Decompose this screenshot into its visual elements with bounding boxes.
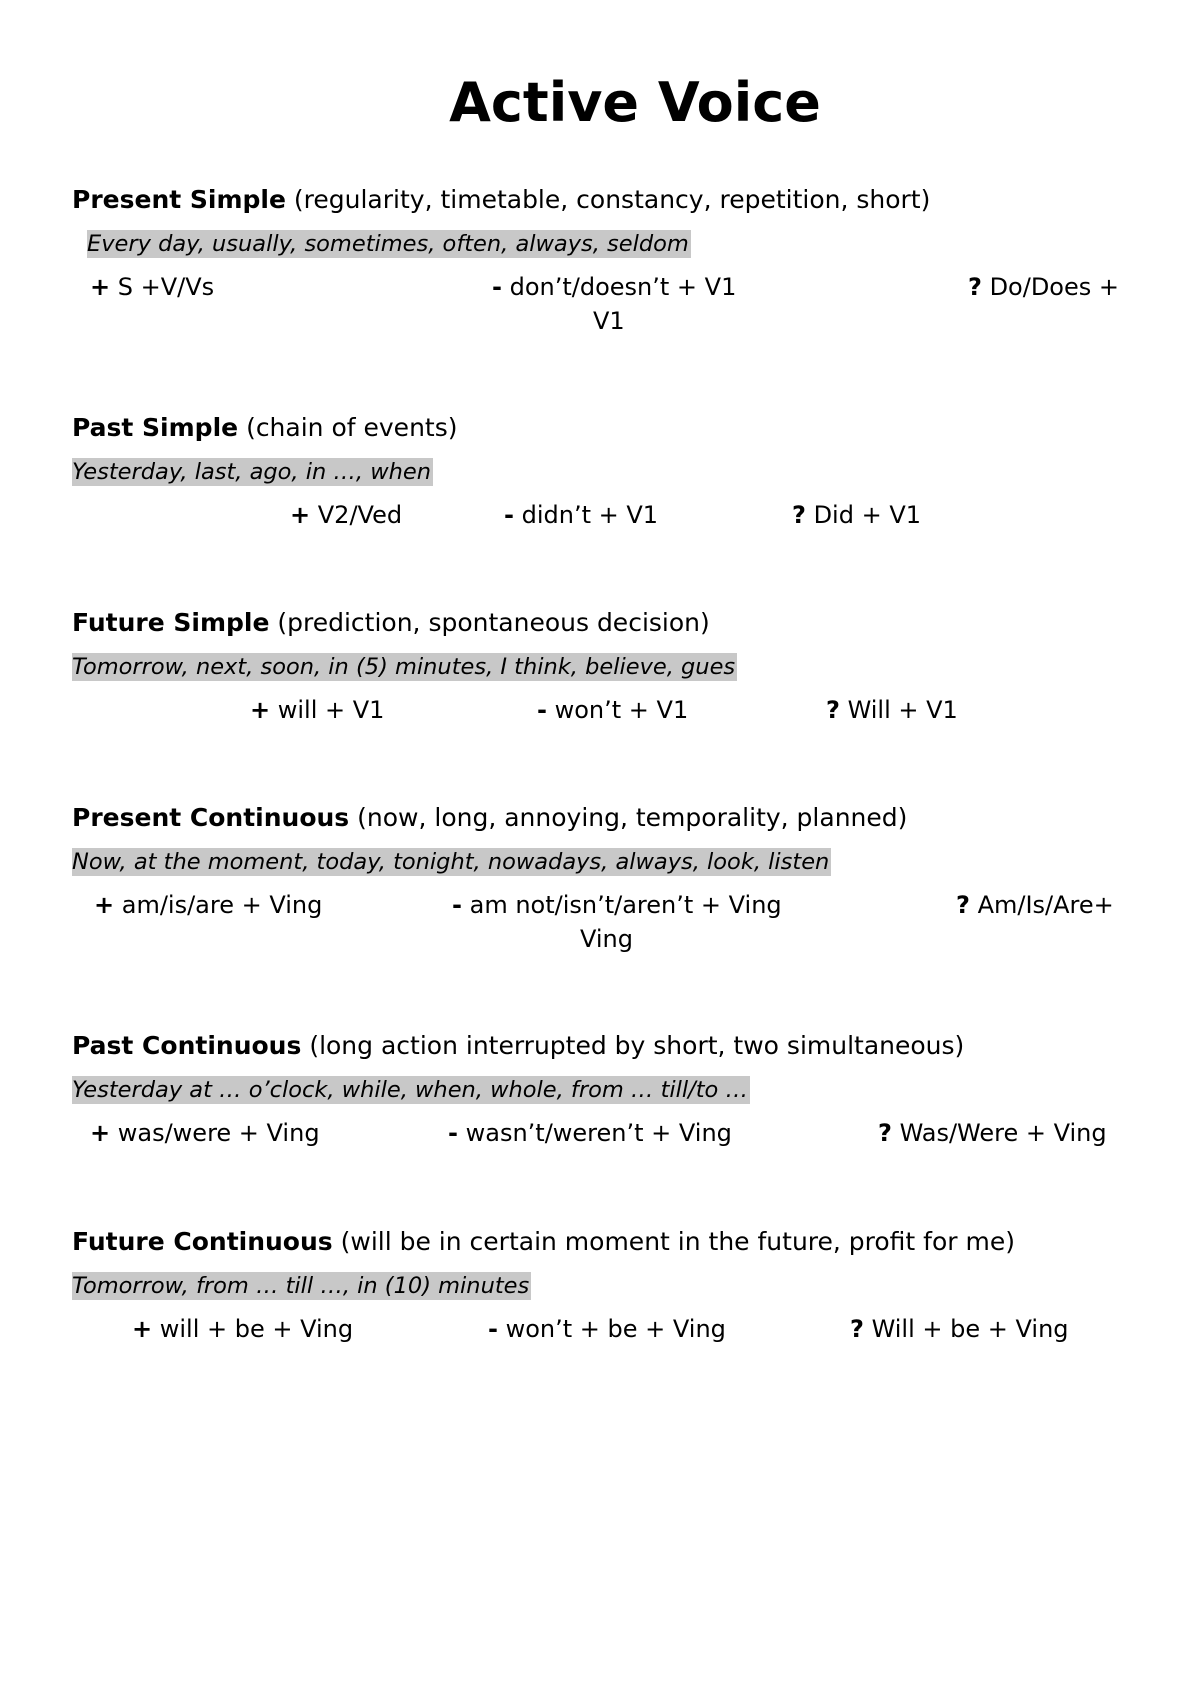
question-formula [826,693,958,727]
affirmative-formula [290,498,402,532]
negative-formula [448,1116,732,1150]
formula-row [72,498,1152,532]
plus-sign: + [290,501,311,529]
plus-sign: + [94,891,115,919]
affirmative-formula [90,1116,320,1150]
section-heading [72,184,1152,216]
minus-sign: - [504,501,514,529]
question-formula [792,498,921,532]
formula-text: am/is/are + Ving [121,891,323,919]
formula-text: will + V1 [277,696,385,724]
question-formula-continuation: V1 [593,307,625,335]
tense-name: Past Simple [72,413,239,442]
section-heading [72,607,1152,639]
formula-row [72,1312,1152,1346]
formula-text: was/were + Ving [117,1119,320,1147]
formula-text: won’t + be + Ving [505,1315,726,1343]
minus-sign: - [492,273,502,301]
formula-text: Do/Does + [989,273,1119,301]
plus-sign: + [250,696,271,724]
page-title: Active Voice [449,71,821,134]
section-present-simple [72,184,1152,335]
formula-row [72,1116,1152,1150]
section-heading [72,802,1152,834]
affirmative-formula [90,270,214,304]
tense-name: Present Continuous [72,803,350,832]
affirmative-formula [132,1312,353,1346]
time-markers: Yesterday at … o’clock, while, when, whole, from … till/to … [72,1077,748,1103]
section-present-continuous [72,802,1152,953]
negative-formula [492,270,736,304]
question-formula [850,1312,1069,1346]
formula-row [72,270,1152,335]
section-past-simple [72,412,1152,532]
tense-name: Present Simple [72,185,286,214]
tense-name: Past Continuous [72,1031,302,1060]
plus-sign: + [132,1315,153,1343]
section-heading [72,1226,1152,1258]
question-formula [956,888,1114,922]
formula-text: wasn’t/weren’t + Ving [465,1119,732,1147]
tense-uses: (now, long, annoying, temporality, planned) [357,803,908,832]
question-formula [878,1116,1107,1150]
formula-row [72,693,1152,727]
formula-text: Did + V1 [813,501,921,529]
minus-sign: - [488,1315,498,1343]
time-markers: Every day, usually, sometimes, often, always, seldom [87,231,689,257]
question-sign: ? [826,696,840,724]
formula-text: will + be + Ving [159,1315,354,1343]
question-sign: ? [968,273,982,301]
affirmative-formula [94,888,322,922]
question-formula-continuation: Ving [580,925,634,953]
formula-text: Was/Were + Ving [899,1119,1107,1147]
time-markers: Now, at the moment, today, tonight, nowadays, always, look, listen [72,849,830,875]
negative-formula [452,888,782,922]
affirmative-formula [250,693,384,727]
formula-text: Will + V1 [847,696,958,724]
section-heading [72,1030,1152,1062]
time-markers: Yesterday, last, ago, in …, when [72,459,431,485]
tense-uses: (long action interrupted by short, two simultaneous) [309,1031,965,1060]
question-sign: ? [792,501,806,529]
minus-sign: - [537,696,547,724]
question-sign: ? [850,1315,864,1343]
formula-text: am not/isn’t/aren’t + Ving [469,891,782,919]
tense-name: Future Continuous [72,1227,333,1256]
formula-text: didn’t + V1 [521,501,659,529]
section-future-simple [72,607,1152,727]
section-heading [72,412,1152,444]
negative-formula [488,1312,726,1346]
tense-uses: (chain of events) [246,413,458,442]
negative-formula [537,693,688,727]
plus-sign: + [90,273,111,301]
time-markers: Tomorrow, next, soon, in (5) minutes, I think, believe, gues [72,654,736,680]
minus-sign: - [452,891,462,919]
formula-text: won’t + V1 [554,696,689,724]
formula-text: don’t/doesn’t + V1 [509,273,737,301]
formula-text: Am/Is/Are+ [977,891,1114,919]
question-sign: ? [956,891,970,919]
formula-row [72,888,1152,953]
tense-uses: (prediction, spontaneous decision) [277,608,710,637]
minus-sign: - [448,1119,458,1147]
question-sign: ? [878,1119,892,1147]
time-markers: Tomorrow, from … till …, in (10) minutes [72,1273,530,1299]
formula-text: Will + be + Ving [871,1315,1069,1343]
formula-text: V2/Ved [317,501,403,529]
tense-uses: (will be in certain moment in the future, profit for me) [340,1227,1015,1256]
section-past-continuous [72,1030,1152,1150]
formula-text: S +V/Vs [117,273,215,301]
tense-name: Future Simple [72,608,270,637]
plus-sign: + [90,1119,111,1147]
negative-formula [504,498,658,532]
question-formula [968,270,1119,304]
tense-uses: (regularity, timetable, constancy, repetition, short) [293,185,931,214]
section-future-continuous [72,1226,1152,1346]
